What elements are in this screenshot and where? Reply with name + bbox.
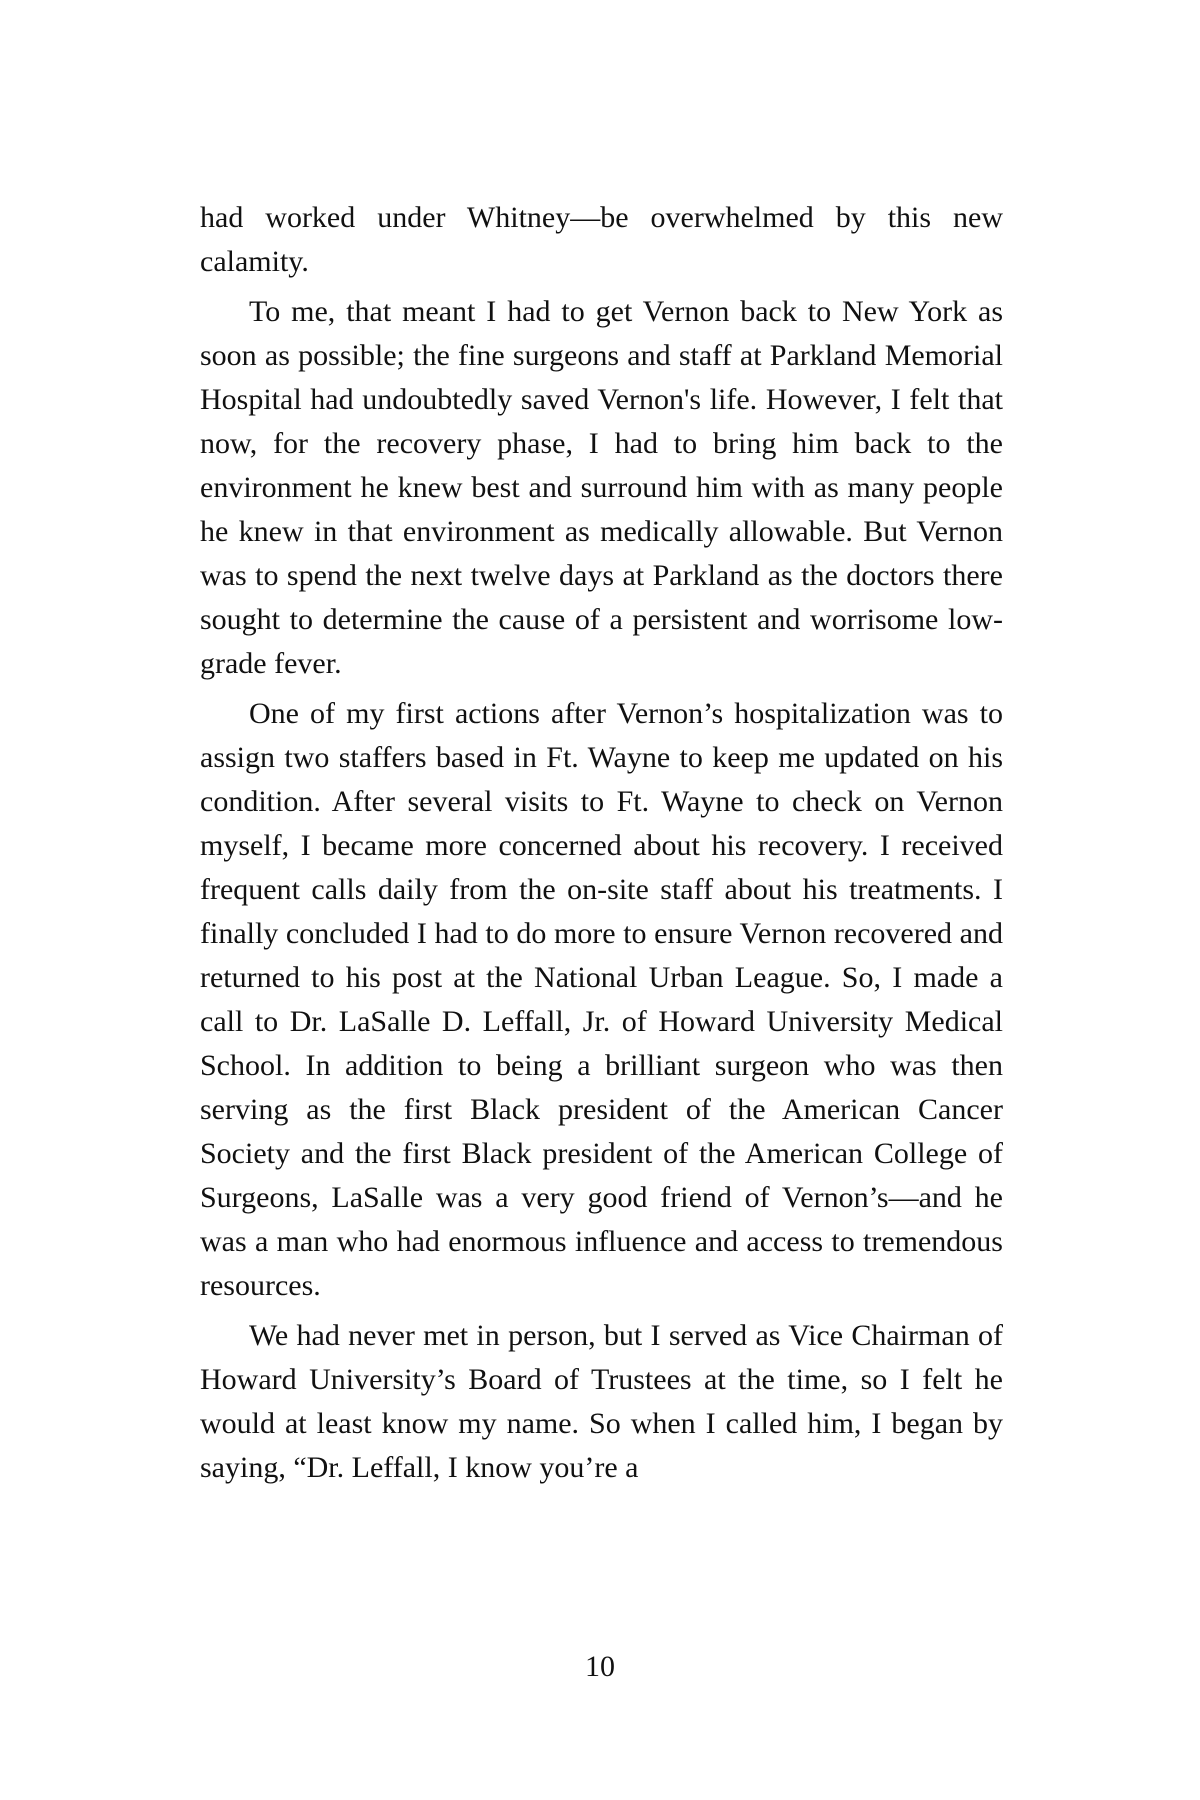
body-text [200, 196, 1003, 1496]
paragraph-3: One of my first actions after Vernon’s hospitalization was to assign two staffers based in Ft. Wayne to keep me updated on his condition. After several visits to Ft. Wayne to check on Vernon myself, I became more concerned about his recovery. I received frequent calls daily from the on-site staff about his treatments. I finally concluded I had to do more to ensure Vernon recovered and returned to his post at the National Urban League. So, I made a call to Dr. LaSalle D. Leffall, Jr. of Howard University Medical School. In addition to being a brilliant surgeon who was then serving as the first Black president of the American Cancer Society and the first Black president of the American College of Surgeons, LaSalle was a very good friend of Vernon’s—and he was a man who had enormous influence and access to tremendous resources. [200, 697, 1003, 1302]
paragraph-4: We had never met in person, but I served as Vice Chairman of Howard University’s Board of Trustees at the time, so I felt he would at least know my name. So when I called him, I began by saying, “Dr. Leffall, I know you’re a [200, 1319, 1003, 1484]
paragraph-1: had worked under Whitney—be overwhelmed by this new calamity. [200, 201, 1003, 278]
page-number: 10 [585, 1650, 615, 1683]
paragraph-2: To me, that meant I had to get Vernon back to New York as soon as possible; the fine surgeons and staff at Parkland Memorial Hospital had undoubtedly saved Vernon's life. However, I felt that now, for the recovery phase, I had to bring him back to the environment he knew best and surround him with as many people he knew in that environment as medically allowable. But Vernon was to spend the next twelve days at Parkland as the doctors there sought to determine the cause of a persistent and worrisome low-grade fever. [200, 295, 1003, 680]
